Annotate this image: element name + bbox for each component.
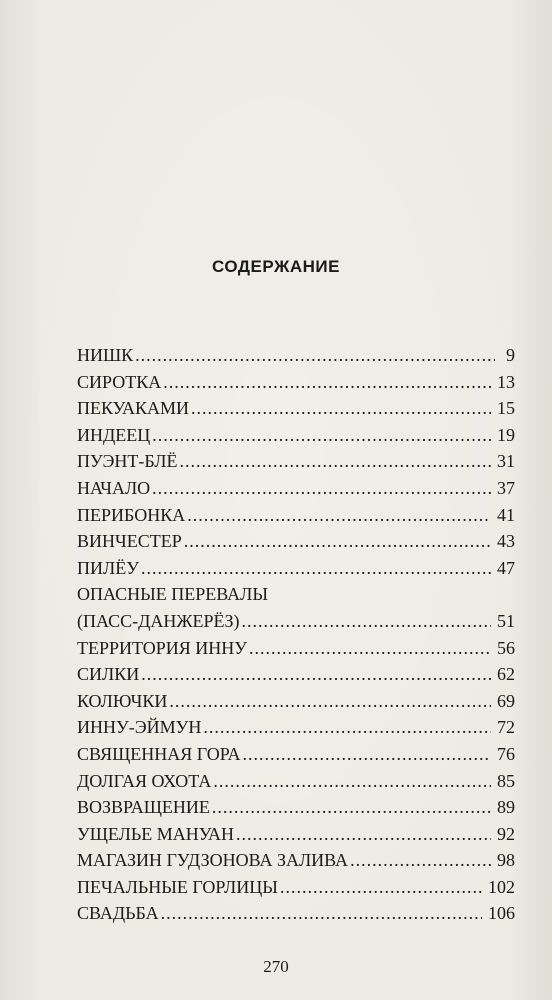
toc-entry-title: МАГАЗИН ГУДЗОНОВА ЗАЛИВА [77,850,349,871]
toc-entry-title: НИШК [77,345,134,365]
toc-entry-title: ПЕКУАКАМИ [77,398,189,419]
toc-entry-title: НАЧАЛО [77,477,151,498]
toc-entry [77,342,515,369]
toc-entry-page: 76 [497,743,515,764]
dot-leader [135,342,495,369]
toc-entry-page: 69 [497,690,515,711]
toc-entry [77,369,515,396]
dot-leader [163,369,491,396]
toc-entry [77,395,515,422]
toc-entry [77,475,515,502]
toc-entry [77,661,515,688]
dot-leader [141,555,491,582]
dot-leader [350,847,491,874]
toc-entry-title: СВАДЬБА [77,903,159,924]
toc-entry [77,821,515,848]
toc-entry-page: 13 [497,371,515,392]
toc-entry [77,768,515,795]
dot-leader [212,794,491,821]
toc-entry-page: 9 [506,345,515,365]
dot-leader [203,714,491,741]
toc-entry-title: КОЛЮЧКИ [77,690,168,711]
toc-entry-page: 98 [497,850,515,871]
toc-entry-title: ОПАСНЫЕ ПЕРЕВАЛЫ [77,584,269,605]
toc-entry [77,608,515,635]
table-of-contents [77,342,515,927]
dot-leader [236,821,491,848]
toc-entry [77,900,515,927]
dot-leader [191,395,491,422]
dot-leader [213,768,491,795]
toc-entry [77,581,515,608]
toc-entry-page: 47 [497,557,515,578]
toc-entry-title: СИРОТКА [77,371,162,392]
toc-entry-page: 15 [497,398,515,419]
toc-entry-title: ПУЭНТ-БЛЁ [77,451,178,472]
dot-leader [152,475,491,502]
toc-entry-title: (ПАСС-ДАНЖЕРЁЗ) [77,610,240,631]
toc-entry [77,422,515,449]
dot-leader [184,528,491,555]
toc-entry-title: ДОЛГАЯ ОХОТА [77,770,212,791]
toc-entry-page: 56 [497,637,515,658]
toc-entry-title: ПЕРИБОНКА [77,504,186,525]
dot-leader [161,900,482,927]
toc-entry [77,794,515,821]
dot-leader [249,635,491,662]
toc-entry [77,555,515,582]
dot-leader [179,448,491,475]
page-number: 270 [263,957,289,976]
toc-entry-title: ПЕЧАЛЬНЫЕ ГОРЛИЦЫ [77,876,278,897]
toc-entry-page: 102 [488,876,515,897]
toc-entry-title: ПИЛЁУ [77,557,139,578]
toc-entry-title: УЩЕЛЬЕ МАНУАН [77,823,235,844]
toc-entry [77,502,515,529]
toc-entry [77,741,515,768]
dot-leader [169,688,491,715]
toc-entry-title: ВОЗВРАЩЕНИЕ [77,797,210,818]
toc-entry-page: 41 [497,504,515,525]
toc-entry [77,448,515,475]
toc-entry [77,847,515,874]
toc-entry-title: ВИНЧЕСТЕР [77,531,182,552]
toc-entry [77,714,515,741]
page-title: СОДЕРЖАНИЕ [212,257,340,276]
toc-entry-page: 89 [497,797,515,818]
toc-entry-title: ТЕРРИТОРИЯ ИННУ [77,637,248,658]
dot-leader [141,661,491,688]
toc-entry-title: ИННУ-ЭЙМУН [77,717,202,738]
toc-entry-page: 106 [488,903,515,924]
toc-entry-title: ИНДЕЕЦ [77,424,151,445]
toc-entry-page: 37 [497,477,515,498]
toc-entry-page: 43 [497,531,515,552]
toc-entry-page: 31 [497,451,515,472]
dot-leader [187,502,491,529]
toc-entry [77,528,515,555]
toc-entry-page: 85 [497,770,515,791]
toc-entry [77,874,515,901]
toc-entry [77,635,515,662]
toc-entry-page: 51 [497,610,515,631]
dot-leader [242,741,491,768]
dot-leader [280,874,482,901]
toc-entry-page: 72 [497,717,515,738]
toc-entry-title: СВЯЩЕННАЯ ГОРА [77,743,241,764]
dot-leader [242,608,491,635]
toc-entry-page: 62 [497,664,515,685]
toc-entry-title: СИЛКИ [77,664,140,685]
toc-entry-page: 92 [497,823,515,844]
toc-entry [77,688,515,715]
toc-entry-page: 19 [497,424,515,445]
dot-leader [152,422,491,449]
